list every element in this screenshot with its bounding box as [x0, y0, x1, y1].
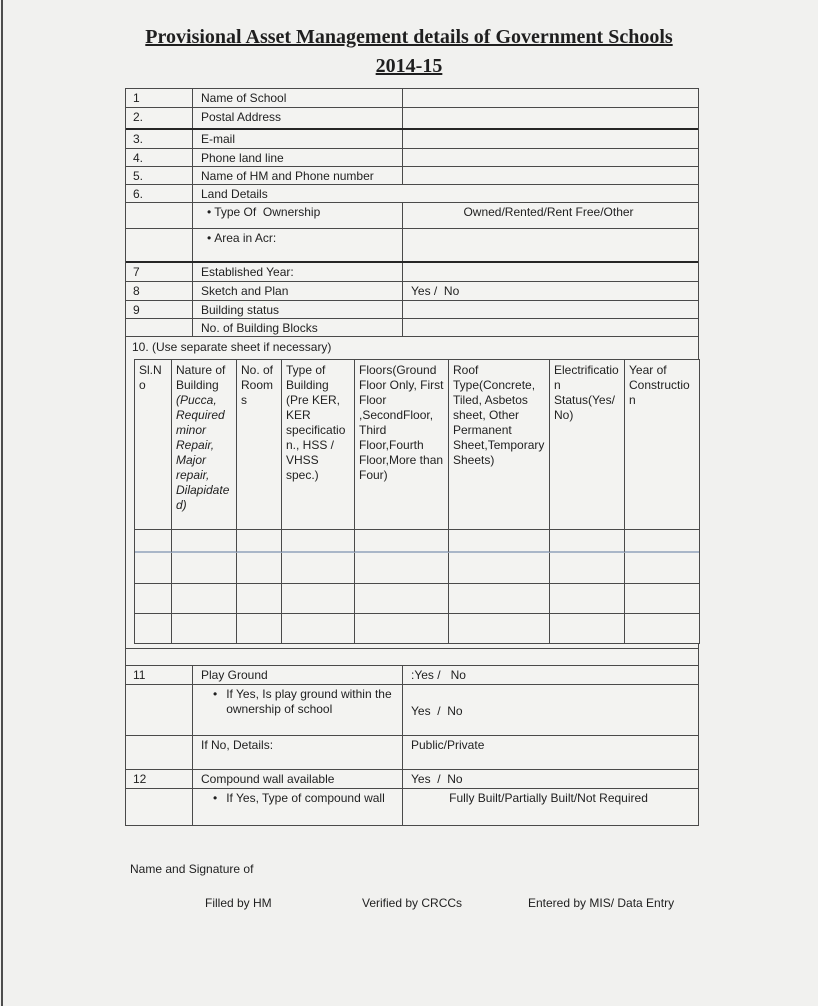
form-row-play-ground — [126, 666, 698, 685]
row-label: Phone land line — [193, 149, 403, 166]
row-number: 3. — [126, 130, 193, 148]
row-label: Land Details — [201, 187, 268, 201]
row-number: 4. — [126, 149, 193, 166]
form-row-name-of-school — [126, 89, 698, 108]
form-title — [0, 23, 818, 81]
grid-empty-row — [135, 530, 699, 553]
form-row-compound-wall-type — [126, 789, 698, 825]
row-value-blank — [403, 149, 698, 166]
row-value-blank — [403, 319, 698, 336]
grid-empty-cell — [625, 584, 699, 614]
row-value-yes-no: Yes / No — [411, 284, 460, 298]
grid-empty-cell — [625, 530, 699, 553]
grid-header-row — [135, 360, 699, 530]
grid-empty-cell — [172, 614, 237, 643]
row-value-blank — [403, 263, 698, 281]
row-number — [126, 319, 193, 336]
grid-empty-row — [135, 553, 699, 584]
grid-header-year-of-construction: Year of Construction — [625, 360, 699, 530]
form-title-year: 2014-15 — [375, 55, 443, 77]
row-value-ownership-options: Owned/Rented/Rent Free/Other — [463, 205, 634, 219]
form-row-phone — [126, 149, 698, 167]
grid-empty-cell — [237, 614, 282, 643]
grid-empty-cell — [172, 553, 237, 584]
form-row-area-in-acr — [126, 229, 698, 263]
row-number — [126, 203, 193, 228]
row-number: 1 — [126, 89, 193, 107]
row-label: Sketch and Plan — [193, 282, 403, 300]
row-value-blank — [403, 89, 698, 107]
grid-empty-cell — [282, 584, 355, 614]
row-label: • If Yes, Type of compound wall — [193, 789, 403, 825]
grid-empty-cell — [135, 530, 172, 553]
row-label: Established Year: — [193, 263, 403, 281]
row-number: 7 — [126, 263, 193, 281]
row-label: • If Yes, Is play ground within the ownership of school — [193, 685, 403, 735]
signature-heading: Name and Signature of — [130, 862, 254, 876]
page-left-border-line — [1, 0, 3, 1006]
row-number — [126, 229, 193, 261]
grid-empty-cell — [135, 614, 172, 643]
form-row-ownership-type — [126, 203, 698, 229]
grid-empty-cell — [625, 614, 699, 643]
form-row-compound-wall — [126, 770, 698, 789]
grid-empty-cell — [355, 530, 449, 553]
grid-empty-cell — [135, 584, 172, 614]
grid-empty-cell — [550, 614, 625, 643]
bullet-icon: • — [213, 687, 218, 701]
form-row-playground-ownership — [126, 685, 698, 736]
row-value-yes-no: Yes / No — [411, 772, 463, 786]
form-row-section10-caption — [126, 337, 698, 359]
row-label: Building status — [193, 301, 403, 318]
row-label: No. of Building Blocks — [193, 319, 403, 336]
row-number: 5. — [126, 167, 193, 184]
grid-empty-cell — [237, 553, 282, 584]
row-label: If No, Details: — [193, 736, 403, 769]
grid-empty-cell — [449, 530, 550, 553]
form-row-hm-name — [126, 167, 698, 185]
grid-empty-row — [135, 614, 699, 643]
signatory-entered-by-mis: Entered by MIS/ Data Entry — [528, 896, 675, 910]
row-value-wall-options: Fully Built/Partially Built/Not Required — [449, 791, 648, 805]
row-label: Compound wall available — [193, 770, 403, 788]
grid-empty-cell — [355, 614, 449, 643]
row-label: • Area in Acr: — [193, 229, 403, 261]
row-number: 12 — [126, 770, 193, 788]
grid-empty-cell — [550, 530, 625, 553]
row-number — [126, 685, 193, 735]
grid-header-floors: Floors(Ground Floor Only, First Floor ,SecondFloor, Third Floor,Fourth Floor,More than Four) — [355, 360, 449, 530]
grid-empty-cell — [625, 553, 699, 584]
row-value-blank — [403, 130, 698, 148]
grid-empty-cell — [449, 584, 550, 614]
grid-empty-cell — [172, 584, 237, 614]
form-title-line1: Provisional Asset Management details of Government Schools — [145, 26, 673, 48]
grid-empty-cell — [449, 553, 550, 584]
grid-header-roof-type: Roof Type(Concrete, Tiled, Asbetos sheet, Other Permanent Sheet,Temporary Sheets) — [449, 360, 550, 530]
row-number: 11 — [126, 666, 193, 684]
row-number — [126, 736, 193, 769]
grid-header-slno: Sl.No — [135, 360, 172, 530]
bullet-icon: • — [207, 231, 212, 245]
grid-empty-cell — [550, 584, 625, 614]
row-number: 6. — [126, 185, 193, 202]
row-value-yes-no: :Yes / No — [411, 668, 466, 682]
form-row-sketch-plan — [126, 282, 698, 301]
row-number: 9 — [126, 301, 193, 318]
row-value-blank — [403, 229, 698, 261]
form-row-building-status — [126, 301, 698, 319]
grid-empty-cell — [135, 553, 172, 584]
section10-caption: 10. (Use separate sheet if necessary) — [132, 340, 332, 354]
row-value-blank — [403, 167, 698, 184]
form-row-established-year — [126, 263, 698, 282]
grid-empty-cell — [237, 584, 282, 614]
grid-empty-cell — [282, 614, 355, 643]
grid-header-electrification: Electrification Status(Yes/No) — [550, 360, 625, 530]
building-details-grid — [134, 359, 700, 644]
row-label: Postal Address — [193, 108, 403, 128]
row-value-public-private: Public/Private — [411, 738, 485, 752]
row-value-yes-no: Yes / No — [411, 703, 463, 718]
grid-empty-cell — [282, 553, 355, 584]
grid-empty-row — [135, 584, 699, 614]
grid-header-no-of-rooms: No. of Rooms — [237, 360, 282, 530]
grid-empty-cell — [355, 553, 449, 584]
form-row-postal-address — [126, 108, 698, 130]
row-label: Name of School — [193, 89, 403, 107]
form-row-building-blocks — [126, 319, 698, 337]
grid-empty-cell — [550, 553, 625, 584]
row-value-blank — [403, 108, 698, 128]
grid-empty-cell — [355, 584, 449, 614]
row-number: 8 — [126, 282, 193, 300]
asset-form-table — [125, 88, 699, 826]
row-number: 2. — [126, 108, 193, 128]
row-value-blank — [403, 301, 698, 318]
row-label: • Type Of Ownership — [193, 203, 403, 228]
form-row-email — [126, 130, 698, 149]
grid-empty-cell — [172, 530, 237, 553]
bullet-icon: • — [213, 791, 218, 805]
grid-header-type-of-building: Type of Building (Pre KER, KER specification., HSS / VHSS spec.) — [282, 360, 355, 530]
form-row-spacer — [126, 648, 698, 666]
row-number — [126, 789, 193, 825]
grid-empty-cell — [282, 530, 355, 553]
form-row-if-no-details — [126, 736, 698, 770]
row-label: E-mail — [193, 130, 403, 148]
signatory-filled-by-hm: Filled by HM — [205, 896, 272, 910]
grid-header-nature-of-building: Nature of Building (Pucca, Required minor Repair, Major repair, Dilapidated) — [172, 360, 237, 530]
row-label: Play Ground — [193, 666, 403, 684]
grid-empty-cell — [449, 614, 550, 643]
row-label: Name of HM and Phone number — [193, 167, 403, 184]
bullet-icon: • — [207, 205, 212, 219]
form-row-land-details — [126, 185, 698, 203]
grid-empty-cell — [237, 530, 282, 553]
signatory-verified-by-crccs: Verified by CRCCs — [362, 896, 463, 910]
